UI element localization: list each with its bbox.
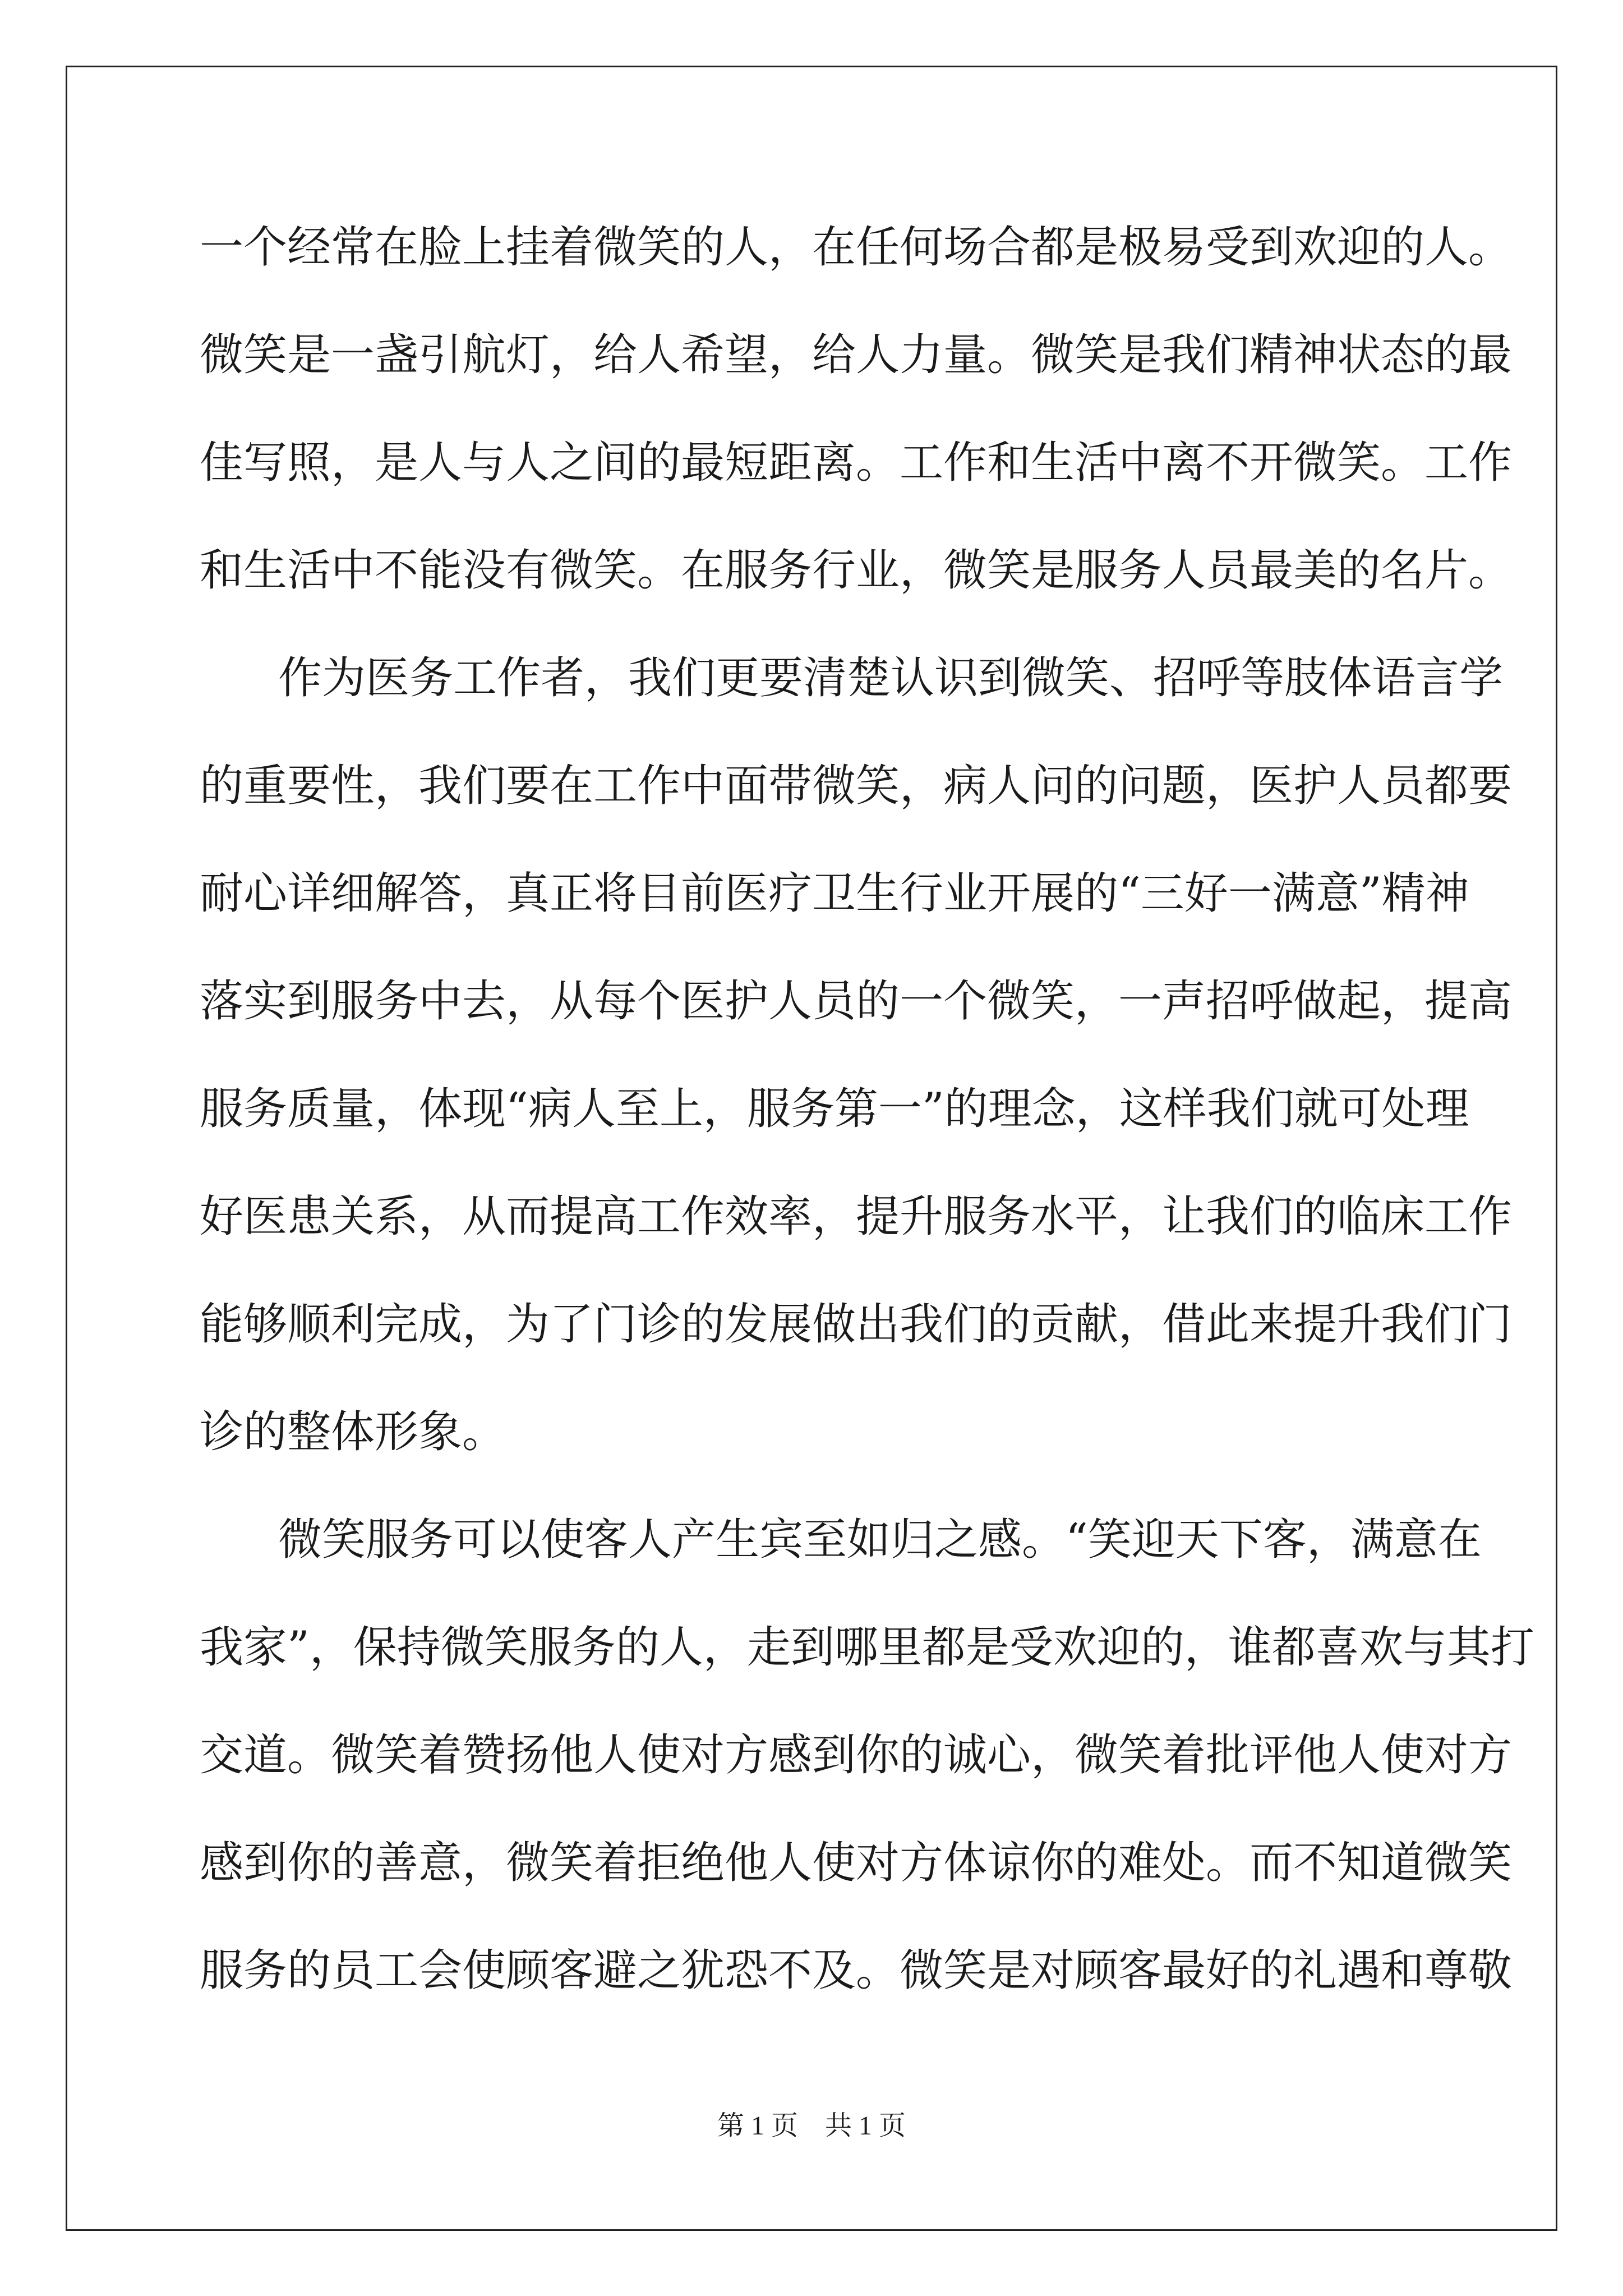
text-line: 好医患关系，从而提高工作效率，提升服务水平，让我们的临床工作	[200, 1191, 1513, 1242]
text-line: 落实到服务中去，从每个医护人员的一个微笑，一声招呼做起，提高	[200, 976, 1513, 1027]
text-line: 作为医务工作者，我们更要清楚认识到微笑、招呼等肢体语言学	[278, 653, 1504, 703]
text-line: 微笑服务可以使客人产生宾至如归之感。“笑迎天下客，满意在	[278, 1515, 1482, 1565]
text-line: 一个经常在脸上挂着微笑的人，在任何场合都是极易受到欢迎的人。	[200, 222, 1513, 273]
paragraph-2	[200, 624, 1513, 1486]
text-line: 和生活中不能没有微笑。在服务行业，微笑是服务人员最美的名片。	[200, 545, 1513, 596]
paragraph-3	[200, 1486, 1534, 2024]
text-line: 交道。微笑着赞扬他人使对方感到你的诚心，微笑着批评他人使对方	[200, 1730, 1513, 1780]
paragraph-1	[200, 194, 1513, 624]
text-line: 诊的整体形象。	[200, 1407, 506, 1457]
text-line: 耐心详细解答，真正将目前医疗卫生行业开展的“三好一满意”精神	[200, 868, 1469, 919]
text-line: 服务质量，体现“病人至上，服务第一”的理念，这样我们就可处理	[200, 1084, 1469, 1134]
text-line: 佳写照，是人与人之间的最短距离。工作和生活中离不开微笑。工作	[200, 438, 1513, 488]
text-line: 我家”，保持微笑服务的人，走到哪里都是受欢迎的，谁都喜欢与其打	[200, 1622, 1534, 1673]
text-line: 的重要性，我们要在工作中面带微笑，病人问的问题，医护人员都要	[200, 761, 1513, 811]
text-line: 感到你的善意，微笑着拒绝他人使对方体谅你的难处。而不知道微笑	[200, 1838, 1513, 1888]
text-line: 能够顺利完成，为了门诊的发展做出我们的贡献，借此来提升我们门	[200, 1299, 1513, 1350]
text-line: 服务的员工会使顾客避之犹恐不及。微笑是对顾客最好的礼遇和尊敬	[200, 1945, 1513, 1996]
document-body	[200, 194, 1534, 2024]
text-line: 微笑是一盏引航灯，给人希望，给人力量。微笑是我们精神状态的最	[200, 330, 1513, 380]
page-number: 第 1 页 共 1 页	[717, 2111, 906, 2141]
